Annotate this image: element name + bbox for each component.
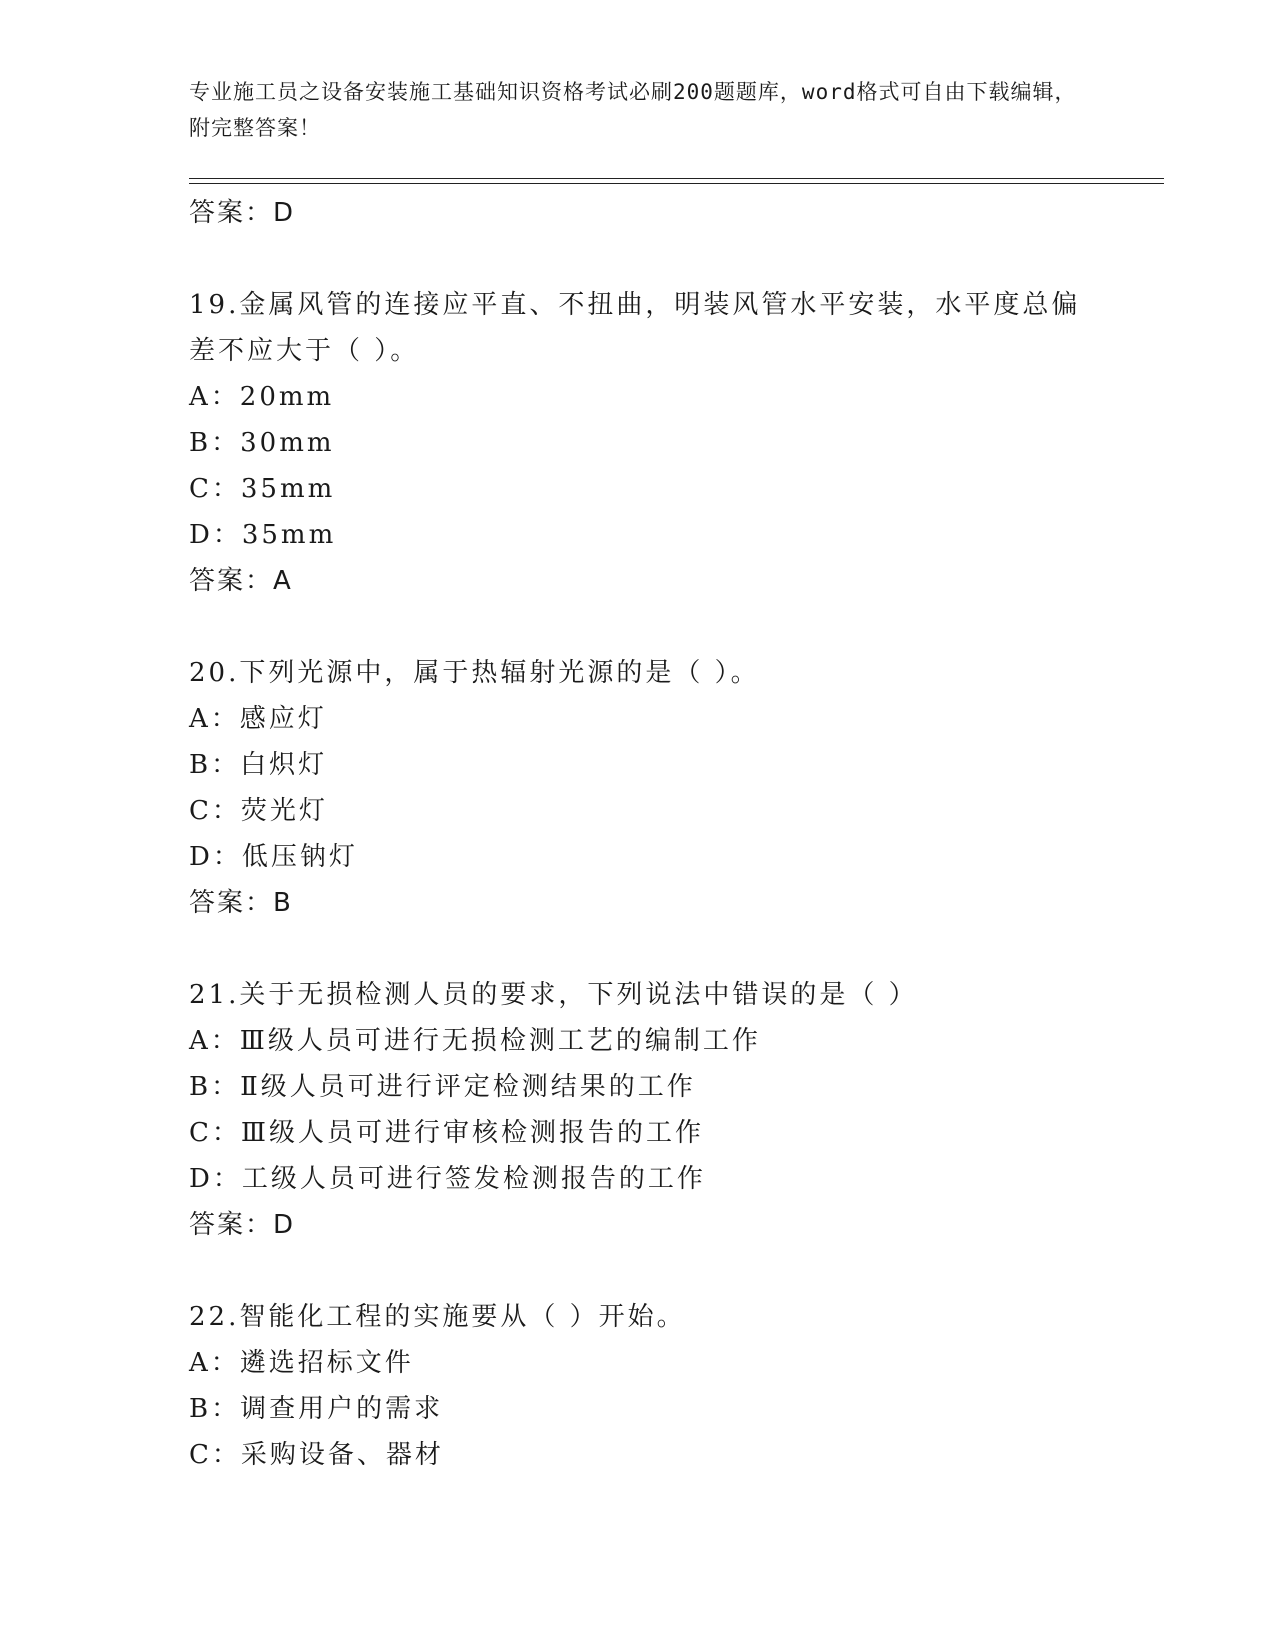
question-19 bbox=[189, 282, 1109, 604]
question-22 bbox=[189, 1294, 1109, 1478]
option-b: B：30mm bbox=[189, 428, 335, 458]
option-c: C：35mm bbox=[189, 474, 336, 504]
option-b: B：Ⅱ级人员可进行评定检测结果的工作 bbox=[189, 1072, 696, 1102]
answer: 答案：B bbox=[189, 888, 293, 918]
question-stem: 19.金属风管的连接应平直、不扭曲，明装风管水平安装，水平度总偏 bbox=[189, 290, 1081, 320]
document-header: 专业施工员之设备安装施工基础知识资格考试必刷200题题库，word格式可自由下载编辑，附完整答案！ bbox=[189, 80, 1077, 140]
question-stem-continued: 差不应大于（ ）。 bbox=[189, 336, 420, 366]
question-stem: 22.智能化工程的实施要从（ ）开始。 bbox=[189, 1302, 686, 1332]
option-b: B：白炽灯 bbox=[189, 750, 328, 780]
answer: 答案：A bbox=[189, 566, 293, 596]
question-list bbox=[189, 190, 1109, 1478]
option-a: A：Ⅲ级人员可进行无损检测工艺的编制工作 bbox=[189, 1026, 761, 1056]
option-c: C：采购设备、器材 bbox=[189, 1440, 444, 1470]
spacer bbox=[189, 1248, 1109, 1294]
header-rule-bottom bbox=[189, 183, 1164, 184]
spacer bbox=[189, 604, 1109, 650]
option-d: D：低压钠灯 bbox=[189, 842, 358, 872]
option-b: B：调查用户的需求 bbox=[189, 1394, 444, 1424]
question-stem: 21.关于无损检测人员的要求，下列说法中错误的是（ ） bbox=[189, 980, 918, 1010]
question-stem: 20.下列光源中，属于热辐射光源的是（ ）。 bbox=[189, 658, 760, 688]
option-a: A：感应灯 bbox=[189, 704, 327, 734]
option-d: D：35mm bbox=[189, 520, 337, 550]
option-a: A：遴选招标文件 bbox=[189, 1348, 414, 1378]
option-c: C：Ⅲ级人员可进行审核检测报告的工作 bbox=[189, 1118, 704, 1148]
spacer bbox=[189, 926, 1109, 972]
previous-answer: 答案：D bbox=[189, 198, 296, 228]
question-20 bbox=[189, 650, 1109, 926]
answer: 答案：D bbox=[189, 1210, 296, 1240]
option-a: A：20mm bbox=[189, 382, 335, 412]
option-c: C：荧光灯 bbox=[189, 796, 328, 826]
option-d: D：工级人员可进行签发检测报告的工作 bbox=[189, 1164, 706, 1194]
header-rule-top bbox=[189, 178, 1164, 179]
question-21 bbox=[189, 972, 1109, 1248]
spacer bbox=[189, 236, 1109, 282]
